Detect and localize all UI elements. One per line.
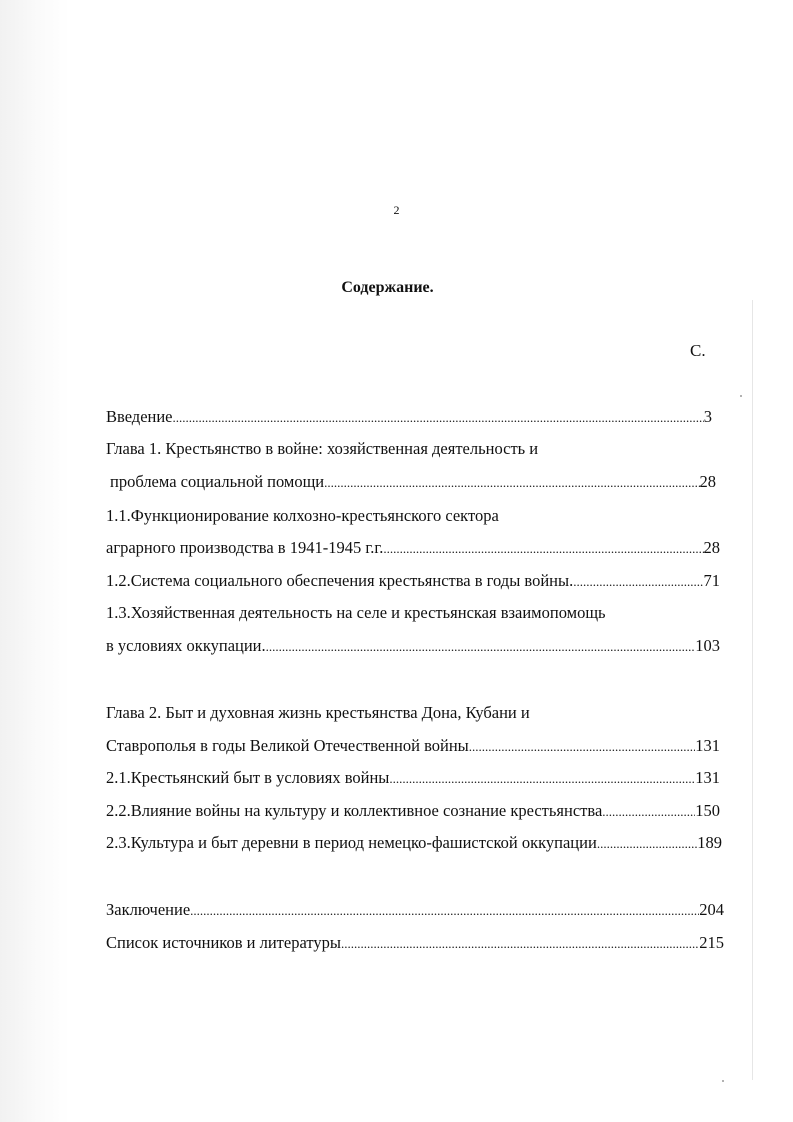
- toc-entry-page: 150: [695, 801, 720, 820]
- toc-entry-text: Глава 2. Быт и духовная жизнь крестьянства Дона, Кубани и: [106, 703, 530, 722]
- toc-entry: [106, 635, 720, 658]
- dot-leader: [324, 471, 699, 494]
- toc-entry-page: 131: [695, 768, 720, 787]
- dot-leader: [383, 537, 703, 560]
- toc-entry: [106, 735, 720, 758]
- toc-entry-text: в условиях оккупации.: [106, 636, 266, 655]
- toc-entry-page: 3: [703, 407, 712, 426]
- page-column-label: С.: [690, 341, 706, 360]
- toc-entry-page: 189: [697, 833, 722, 852]
- toc-entry-text: 1.3.Хозяйственная деятельность на селе и крестьянская взаимопомощь: [106, 603, 606, 622]
- toc-entry-page: 131: [695, 736, 720, 755]
- toc-entry: [106, 832, 722, 855]
- toc-entry: [106, 602, 726, 624]
- dot-leader: [266, 635, 696, 658]
- toc-entry: [106, 800, 720, 823]
- toc-entry: [106, 505, 726, 527]
- toc-entry: [106, 932, 724, 955]
- toc-entry-page: 204: [699, 900, 724, 919]
- toc-entry: [106, 899, 724, 922]
- toc-entry-page: 215: [699, 933, 724, 952]
- toc-entry-text: Ставрополья в годы Великой Отечественной войны: [106, 736, 469, 755]
- dot-leader: [469, 735, 696, 758]
- toc-entry: [106, 406, 712, 429]
- toc-entry-text: Список источников и литературы: [106, 933, 341, 952]
- dot-leader: [573, 570, 703, 593]
- toc-entry: [110, 471, 716, 494]
- toc-entry: [106, 570, 720, 593]
- toc-entry-page: 103: [695, 636, 720, 655]
- toc-entry-text: проблема социальной помощи: [110, 472, 325, 491]
- toc-entry-text: аграрного производства в 1941-1945 г.г.: [106, 538, 384, 557]
- toc-entry-text: 1.2.Система социального обеспечения крестьянства в годы войны.: [106, 571, 574, 590]
- toc-entry-page: 28: [703, 538, 720, 557]
- dot-leader: [173, 406, 704, 429]
- dot-leader: [190, 899, 699, 922]
- toc-entry-page: 71: [703, 571, 720, 590]
- toc-entry-text: 2.2.Влияние войны на культуру и коллективное сознание крестьянства: [106, 801, 603, 820]
- toc-entry-text: Заключение: [106, 900, 191, 919]
- toc-entry: [106, 702, 726, 724]
- dot-leader: [602, 800, 695, 823]
- page-number: 2: [393, 203, 400, 217]
- dot-leader: [597, 832, 697, 855]
- scan-speck: [740, 395, 742, 397]
- toc-entry: [106, 767, 720, 790]
- toc-title: Содержание.: [341, 279, 434, 296]
- toc-entry-page: 28: [699, 472, 716, 491]
- toc-entry-text: Введение: [106, 407, 173, 426]
- toc-entry: [106, 537, 720, 560]
- toc-entry-text: 2.1.Крестьянский быт в условиях войны: [106, 768, 390, 787]
- dot-leader: [389, 767, 695, 790]
- scan-speck: [722, 1080, 724, 1082]
- toc-entry-text: 2.3.Культура и быт деревни в период немецко-фашистской оккупации: [106, 833, 597, 852]
- toc-entry-text: 1.1.Функционирование колхозно-крестьянского сектора: [106, 506, 499, 525]
- toc-entry-text: Глава 1. Крестьянство в войне: хозяйственная деятельность и: [106, 439, 539, 458]
- toc-entry: [106, 438, 726, 460]
- dot-leader: [341, 932, 699, 955]
